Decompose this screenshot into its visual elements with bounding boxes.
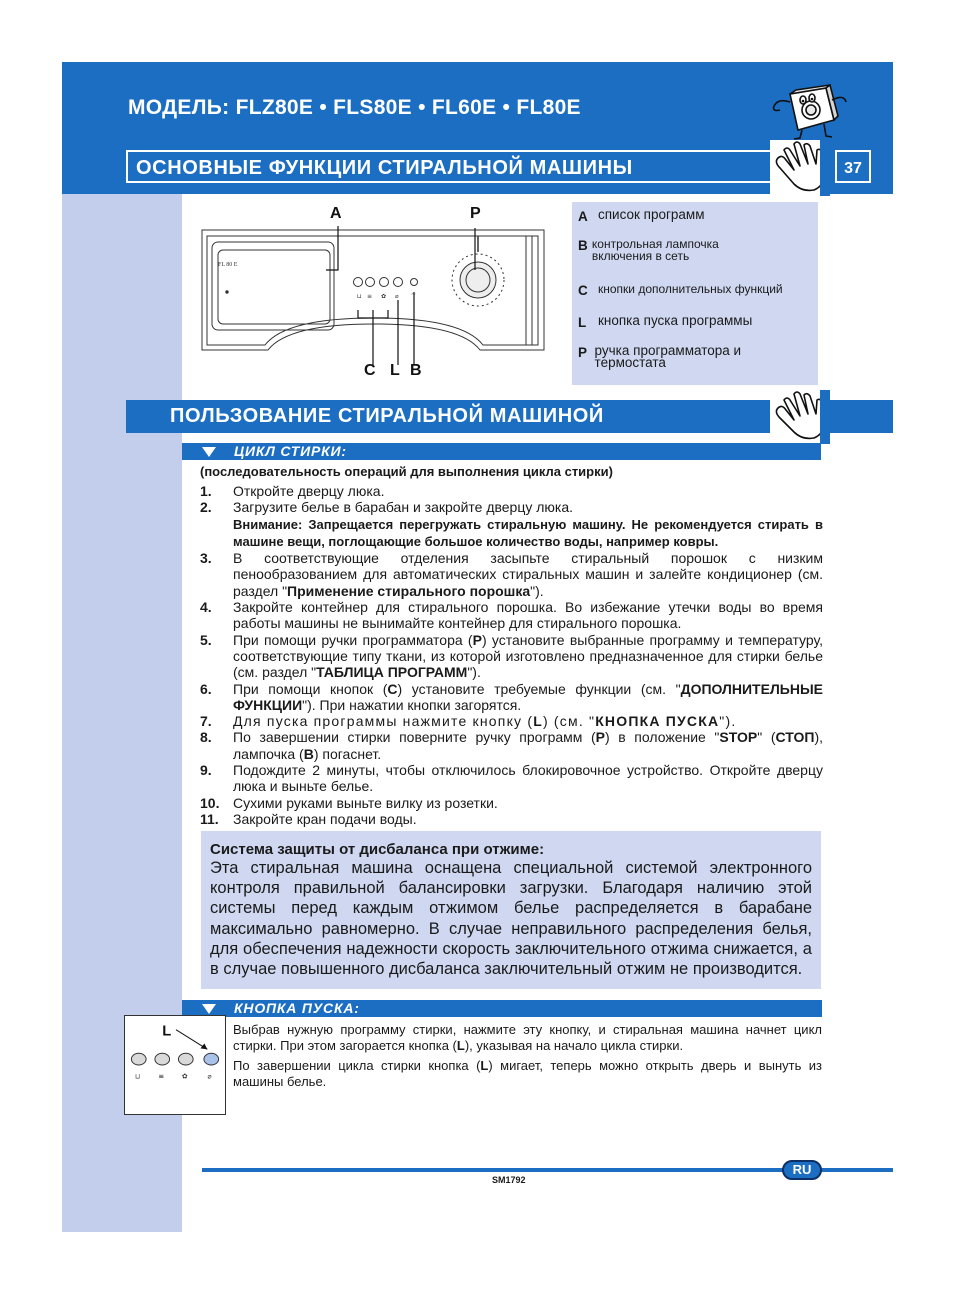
cycle-note: (последовательность операций для выполнения цикла стирки) bbox=[200, 464, 613, 479]
overload-warning: Внимание: Запрещается перегружать стиральную машину. Не рекомендуется стирать в машине вещи, поглощающие большое количество воды, например ковры. bbox=[233, 516, 823, 549]
legend-item: P ручка программатора и термостата bbox=[578, 343, 742, 370]
triangle-down-icon bbox=[202, 1004, 216, 1014]
svg-text:⌀: ⌀ bbox=[395, 293, 399, 300]
svg-text:⊔: ⊔ bbox=[134, 1072, 141, 1081]
control-panel-figure bbox=[198, 200, 550, 385]
callout-c: C bbox=[364, 362, 376, 379]
subsection-start-button: КНОПКА ПУСКА: bbox=[182, 1000, 822, 1017]
legend-item: C кнопки дополнительных функций bbox=[578, 282, 783, 298]
hand-icon bbox=[770, 140, 830, 196]
svg-text:✿: ✿ bbox=[381, 293, 387, 300]
legend-item: B контрольная лампочка включения в сеть bbox=[578, 237, 719, 263]
list-item: 7. Для пуска программы нажмите кнопку (L) (см. "КНОПКА ПУСКА"). bbox=[200, 713, 737, 730]
page-number: 37 bbox=[835, 150, 871, 183]
svg-text:⌀: ⌀ bbox=[207, 1072, 212, 1081]
svg-text:⊔: ⊔ bbox=[357, 293, 362, 300]
section-title-usage: ПОЛЬЗОВАНИЕ СТИРАЛЬНОЙ МАШИНОЙ bbox=[126, 400, 893, 433]
panel-brand: FL 80 E bbox=[218, 262, 238, 268]
callout-l: L bbox=[390, 362, 400, 379]
list-item: 10. Сухими руками выньте вилку из розетки. bbox=[200, 794, 498, 811]
hand-icon bbox=[770, 390, 830, 444]
washing-machine-mascot-icon bbox=[768, 80, 850, 142]
section-title-main-functions: ОСНОВНЫЕ ФУНКЦИИ СТИРАЛЬНОЙ МАШИНЫ bbox=[126, 150, 830, 183]
triangle-down-icon bbox=[202, 447, 216, 457]
list-item: 5. При помощи ручки программатора (P) установите выбранные программу и температуру, соответствующие типу ткани, из которой изготовлено предназначенное для стирки белье (см. раздел "ТАБЛИЦА ПРОГРАММ"). bbox=[200, 631, 823, 681]
callout-a: A bbox=[330, 205, 342, 222]
list-item: 6. При помощи кнопок (C) установите требуемые функции (см. "ДОПОЛНИТЕЛЬНЫЕ ФУНКЦИИ"). При нажатии кнопки загорятся. bbox=[200, 680, 823, 713]
list-item: 9. Подождите 2 минуты, чтобы отключилось блокировочное устройство. Откройте дверцу люка и выньте белье. bbox=[200, 762, 823, 795]
svg-text:≡: ≡ bbox=[367, 293, 373, 300]
start-button-figure bbox=[124, 1015, 226, 1115]
list-item: 11. Закройте кран подачи воды. bbox=[200, 810, 417, 827]
list-item: 8. По завершении стирки поверните ручку программ (P) в положение "STOP" (СТОП), лампочка (B) погаснет. bbox=[200, 729, 823, 762]
list-item: 1. Откройте дверцу люка. bbox=[200, 483, 385, 499]
balance-title: Система защиты от дисбаланса при отжиме: bbox=[210, 841, 545, 858]
svg-text:~: ~ bbox=[411, 291, 417, 298]
callout-b: B bbox=[410, 362, 422, 379]
panel-legend bbox=[572, 202, 818, 385]
legend-item: A список программ bbox=[578, 207, 705, 224]
list-item: 4. Закройте контейнер для стирального порошка. Во избежание утечки воды во время работы машины не вынимайте контейнер для стирального порошка. bbox=[200, 599, 823, 632]
callout-p: P bbox=[470, 205, 481, 222]
balance-text: Эта стиральная машина оснащена специальной системой электронного контроля правильной балансировки загрузки. Благодаря наличию этой системы перед каждым отжимом белье распределяется в барабане максимально равномерно. В случае неправильного распределения белья, для обеспечения надежности скорость заключительного отжима снижается, а в случае повышенного дисбаланса заключительный отжим не производится. bbox=[210, 859, 812, 979]
list-item: 2. Загрузите белье в барабан и закройте дверцу люка. Внимание: Запрещается перегружать стиральную машину. Не рекомендуется стирать в машине вещи, поглощающие большое количество воды, например ковры. bbox=[200, 499, 823, 549]
list-item: 3. В соответствующие отделения засыпьте стиральный порошок с низким пенообразованием для автоматических стиральных машин и залейте кондиционер (см. раздел "Применение стирального порошка"). bbox=[200, 550, 823, 599]
start-button-text: Выбрав нужную программу стирки, нажмите эту кнопку, и стиральная машина начнет цикл стирки. При этом загорается кнопка (L), указывая на начало цикла стирки. По завершении цикла стирки кнопка (L) мигает, теперь можно открыть дверь и вынуть из машины белье. bbox=[233, 1022, 822, 1089]
document-code: SM1792 bbox=[492, 1175, 526, 1185]
svg-text:✿: ✿ bbox=[181, 1072, 188, 1081]
wash-steps-list bbox=[200, 483, 823, 827]
svg-text:≡: ≡ bbox=[158, 1072, 165, 1081]
subsection-wash-cycle: ЦИКЛ СТИРКИ: bbox=[182, 443, 821, 460]
language-badge: RU bbox=[782, 1160, 822, 1180]
figure-label-l: L bbox=[162, 1023, 172, 1040]
balance-system-box bbox=[201, 831, 821, 989]
legend-item: L кнопка пуска программы bbox=[578, 313, 753, 330]
model-title: МОДЕЛЬ: FLZ80E • FLS80E • FL60E • FL80E bbox=[128, 96, 581, 119]
